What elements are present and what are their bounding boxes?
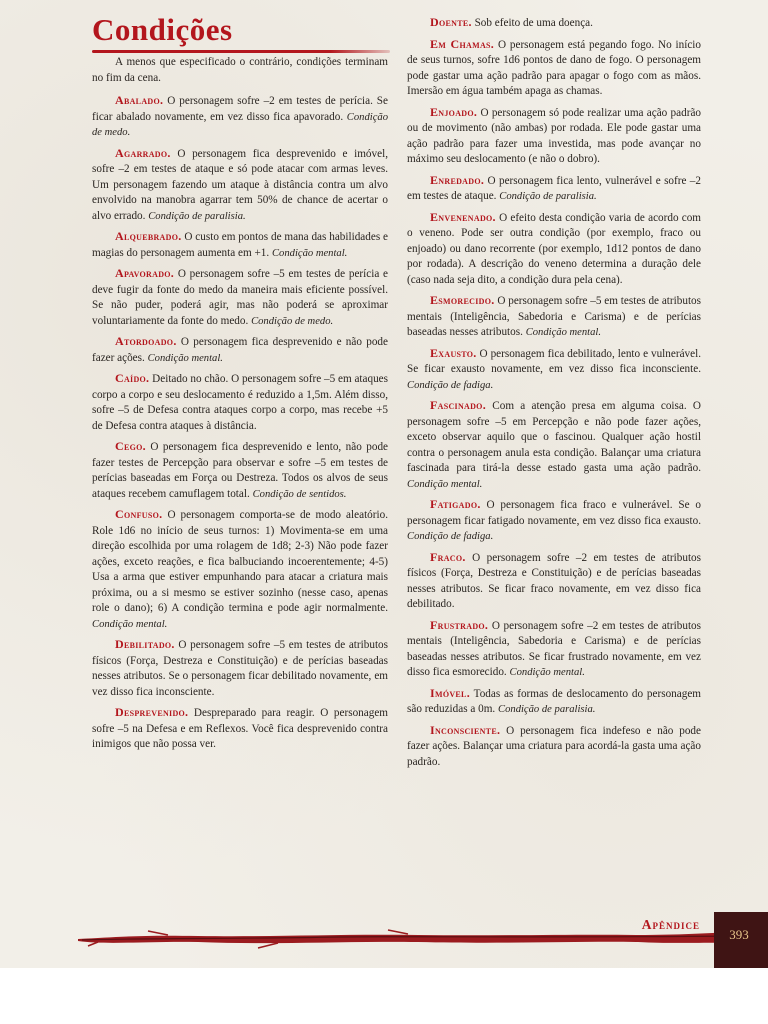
condition-term: Confuso. bbox=[115, 507, 163, 521]
page-title: Condições bbox=[92, 12, 233, 47]
condition-term: Exausto. bbox=[430, 345, 477, 360]
condition-term: Doente. bbox=[430, 15, 472, 29]
condition-term: Atordoado. bbox=[115, 334, 177, 348]
left-column bbox=[92, 55, 388, 758]
condition-term: Caído. bbox=[115, 371, 150, 385]
condition-entry bbox=[92, 229, 388, 261]
condition-entry bbox=[407, 497, 701, 545]
condition-category: Condição de paralisia. bbox=[499, 191, 597, 202]
condition-entry bbox=[407, 210, 701, 289]
condition-category: Condição de medo. bbox=[251, 315, 334, 327]
condition-description: O personagem só pode realizar uma ação padrão ou de movimento (não ambas) por rodada. Ele pode gastar uma ação padrão para fazer uma investida, mas pode avançar no máximo seu deslocamento (e não o dobro). bbox=[407, 106, 701, 165]
condition-entry bbox=[407, 723, 701, 771]
footer-section-label: Apêndice bbox=[641, 917, 700, 932]
condition-description: O personagem sofre –2 em testes de atributos físicos (Força, Destreza e Constituição) e de perícias baseadas nesses atributos. Se ficar fraco novamente, em vez disso fica debilitado. bbox=[407, 551, 701, 610]
footer-brush-stroke bbox=[78, 927, 738, 949]
condition-term: Debilitado. bbox=[115, 637, 175, 651]
condition-category: Condição mental. bbox=[525, 327, 602, 338]
condition-entry bbox=[407, 105, 701, 168]
condition-entry bbox=[407, 37, 701, 100]
condition-category: Condição de paralisia. bbox=[148, 210, 246, 222]
title-underline bbox=[92, 50, 390, 53]
condition-category: Condição de paralisia. bbox=[498, 704, 596, 715]
condition-entry bbox=[92, 371, 388, 434]
condition-term: Fatigado. bbox=[430, 497, 481, 511]
condition-category: Condição mental. bbox=[271, 247, 348, 259]
condition-entry bbox=[407, 346, 701, 394]
condition-category: Condição de medo. bbox=[92, 111, 388, 138]
condition-term: Esmorecido. bbox=[430, 293, 495, 307]
condition-description: Despreparado para reagir. O personagem sofre –5 na Defesa e em Reflexos. Você fica desprevenido contra inimigos que não possa ver. bbox=[92, 707, 388, 750]
condition-term: Desprevenido. bbox=[115, 705, 189, 719]
condition-category: Condição mental. bbox=[147, 352, 223, 364]
condition-entry bbox=[407, 550, 701, 613]
condition-entry bbox=[407, 293, 701, 341]
condition-entry bbox=[92, 705, 388, 753]
condition-entry bbox=[407, 173, 701, 205]
condition-term: Alquebrado. bbox=[115, 229, 182, 243]
condition-term: Apavorado. bbox=[115, 266, 175, 280]
condition-entry bbox=[92, 146, 388, 225]
condition-description: O personagem fica desprevenido e não pode fazer ações. bbox=[92, 336, 388, 364]
condition-entry bbox=[407, 686, 701, 718]
page-number: 393 bbox=[729, 927, 749, 942]
condition-description: Todas as formas de deslocamento do personagem são reduzidas a 0m. bbox=[407, 687, 701, 715]
condition-description: O personagem sofre –5 em testes de atributos mentais (Inteligência, Sabedoria e Carisma) e de perícias baseadas nesses atributos. bbox=[407, 295, 701, 338]
condition-description: O personagem comporta-se de modo aleatório. Role 1d6 no início de seus turnos: 1) Movimenta-se em uma direção escolhida por uma rolagem de 1d8; 2-3) Não pode fazer ações, exceto reações, e fica balbuciando incoerentemente; 4-5) Usa a arma que estiver empunhando para atacar a criatura mais próxima, ou a si mesmo se estiver sozinho (nesse caso, apenas role o dano); 6) A condição termina e pode agir normalmente. bbox=[92, 509, 388, 614]
condition-description: O personagem fica desprevenido e imóvel, sofre –2 em testes de ataque e só pode atacar com armas leves. Um personagem fazendo um ataque à distância contra um alvo envolvido na manobra agarrar tem 50% de chance de acertar o alvo errado. bbox=[92, 147, 388, 222]
condition-category: Condição de fadiga. bbox=[407, 379, 494, 391]
condition-description: O custo em pontos de mana das habilidades e magias do personagem aumenta em +1. bbox=[92, 231, 388, 259]
condition-term: Abalado. bbox=[115, 93, 164, 107]
condition-description: O personagem sofre –5 em testes de atributos físicos (Força, Destreza e Constituição) e de perícias baseadas nesses atributos. Se o personagem ficar debilitado novamente, em vez disso fica inconsciente. bbox=[92, 639, 388, 698]
condition-description: O personagem fica indefeso e não pode fazer ações. Balançar uma criatura para acordá-la gasta uma ação padrão. bbox=[407, 724, 701, 768]
condition-entry bbox=[92, 334, 388, 366]
condition-description: O personagem fica desprevenido e lento, não pode fazer testes de Percepção para observar e sofre –5 em testes de perícias baseadas em Força ou Destreza. Todos os alvos de seus ataques recebem camuflagem total. bbox=[92, 441, 388, 500]
condition-description: Deitado no chão. O personagem sofre –5 em ataques corpo a corpo e seu deslocamento é reduzido a 1,5m. Além disso, sofre –5 de Defesa contra ataques corpo a corpo, mas recebe +5 de Defesa contra ataques à distância. bbox=[92, 373, 388, 432]
condition-entry bbox=[92, 266, 388, 329]
condition-term: Agarrado. bbox=[115, 145, 171, 160]
condition-term: Fascinado. bbox=[430, 398, 487, 412]
condition-term: Cego. bbox=[115, 439, 146, 453]
condition-term: Em Chamas. bbox=[430, 36, 495, 51]
condition-entry bbox=[407, 618, 701, 681]
condition-entry bbox=[92, 507, 388, 632]
condition-description: O efeito desta condição varia de acordo com o veneno. Pode ser outra condição (por exemplo, fraco ou enjoado) ou dano recorrente (por exemplo, 1d12 pontos de dano por rodada). A descrição do veneno determina a duração dele (caso nada seja dito, a condição dura pela cena). bbox=[407, 211, 701, 286]
condition-category: Condição de sentidos. bbox=[252, 488, 347, 500]
intro-paragraph: A menos que especificado o contrário, condições terminam no fim da cena. bbox=[92, 56, 388, 84]
condition-description: Sob efeito de uma doença. bbox=[471, 17, 593, 29]
condition-description: O personagem sofre –5 em testes de perícia e deve fugir da fonte do medo da maneira mais eficiente possível. Se não puder, poderá agir, mas não poderá se aproximar voluntariamente da fonte do medo. bbox=[92, 268, 388, 327]
condition-description: O personagem fica lento, vulnerável e sofre –2 em testes de ataque. bbox=[407, 174, 701, 202]
condition-term: Envenenado. bbox=[430, 209, 496, 224]
condition-term: Frustrado. bbox=[430, 617, 489, 632]
condition-entry bbox=[407, 398, 701, 492]
condition-category: Condição mental. bbox=[509, 667, 585, 678]
condition-description: O personagem sofre –2 em testes de atributos mentais (Inteligência, Sabedoria e Carisma) e de perícias baseadas nesses atributos. Se ficar frustrado novamente, em vez disso fica esmorecido. bbox=[407, 619, 701, 678]
condition-description: Com a atenção presa em alguma coisa. O personagem sofre –5 em Percepção e não pode fazer ações, exceto observar aquilo que o fascinou. Qualquer ação hostil contra o personagem anula esta condição. Balançar uma criatura fascinada para tirá-la desse estado gasta uma ação padrão. bbox=[407, 400, 701, 474]
condition-description: O personagem fica debilitado, lento e vulnerável. Se ficar exausto novamente, em vez disso fica inconsciente. bbox=[407, 347, 701, 375]
condition-entry bbox=[407, 15, 701, 32]
condition-description: O personagem sofre –2 em testes de perícia. Se ficar abalado novamente, em vez disso fica apavorado. bbox=[92, 95, 388, 123]
condition-entry bbox=[92, 439, 388, 502]
condition-term: Enjoado. bbox=[430, 104, 478, 119]
condition-description: O personagem está pegando fogo. No início de seus turnos, sofre 1d6 pontos de dano de fogo. O personagem pode gastar uma ação padrão para apagar o fogo com as mãos. Imersão em água também apaga as chamas. bbox=[407, 38, 702, 97]
right-entries bbox=[407, 15, 701, 770]
condition-category: Condição mental. bbox=[92, 618, 168, 630]
condition-term: Enredado. bbox=[430, 172, 485, 187]
condition-category: Condição de fadiga. bbox=[407, 531, 494, 542]
condition-description: O personagem fica fraco e vulnerável. Se o personagem ficar fatigado novamente, em vez disso fica exausto. bbox=[407, 499, 701, 527]
condition-term: Fraco. bbox=[430, 549, 466, 564]
condition-category: Condição mental. bbox=[407, 478, 483, 490]
condition-entry bbox=[92, 93, 388, 141]
left-entries bbox=[92, 93, 388, 753]
condition-entry bbox=[92, 637, 388, 700]
right-column bbox=[407, 15, 701, 775]
condition-term: Imóvel. bbox=[430, 685, 470, 700]
condition-term: Inconsciente. bbox=[430, 722, 501, 737]
